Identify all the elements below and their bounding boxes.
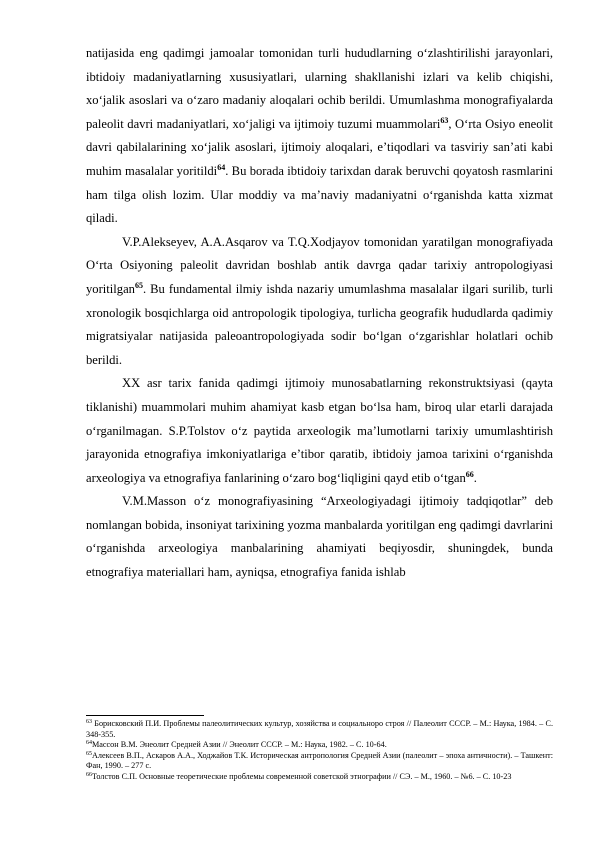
footnote-text: Борисковский П.И. Проблемы палеолитических культур, хозяйства и социальноро строя // Палеолит СССР. – М.: Наука, 1984. – С. 348-355. [86, 719, 553, 739]
paragraph-text: , O‘rta Osiyo eneolit davri qabilalarining xo‘jalik asoslari, ijtimoiy aloqalari, e’tiqodlari va tasviriy san’ati kabi muhim masalalar yoritildi [86, 116, 554, 178]
footnote-65 [86, 751, 553, 772]
paragraph-3 [86, 372, 553, 490]
footnote-number: 63 [86, 719, 92, 725]
footnote-66 [86, 772, 553, 783]
footnote-text: Массон В.М. Энеолит Средней Азии // Энеолит СССР. – М.: Наука, 1982. – С. 10-64. [92, 740, 387, 750]
footnote-number: 65 [86, 750, 92, 757]
footnote-64 [86, 740, 553, 751]
paragraph-1 [86, 42, 553, 231]
paragraph-2 [86, 231, 553, 373]
footnotes [86, 719, 553, 783]
footnote-number: 64 [86, 740, 92, 747]
paragraph-text: . Bu borada ibtidoiy tarixdan darak beruvchi qoyatosh rasmlarini ham tilga olish lozim. Ular moddiy va ma’naviy madaniyatni o‘rganishda katta xizmat qiladi. [86, 163, 553, 226]
footnote-text: Алексеев В.П., Аскаров А.А., Ходжайов Т.К. Историческая антропология Средней Азии (палеолит – эпоха античности). – Ташкент: Фан, 1990. – 277 с. [86, 750, 553, 771]
paragraph-text: XX asr tarix fanida qadimgi ijtimoiy munosabatlarning rekonstruktsiyasi (qayta tiklanishi) muammolari muhim ahamiyat kasb etgan bo‘lsa ham, biroq ular etarli darajada o‘rganilmagan. S.P.Tolstov o‘z paytida arxeologik ma’lumotlarni tarixiy umumlashtirish jarayonida etnografiya imkoniyatlariga e’tibor qaratib, ibtidoiy jamoa tarixini o‘rganishda arxeologiya va etnografiya fanlarining o‘zaro bog‘liqligini qayd etib o‘tgan [86, 376, 553, 485]
footnote-ref-65[interactable]: 65 [134, 280, 143, 290]
footnote-number: 66 [86, 771, 92, 778]
footnote-63 [86, 719, 553, 740]
footnote-ref-64[interactable]: 64 [217, 162, 226, 172]
paragraph-text: . Bu fundamental ilmiy ishda nazariy umumlashma masalalar ilgari surilib, turli xronologik bosqichlarga oid antropologik tipologiya, turlicha geografik hududlarda qadimiy migratsiyalar natijasida paleoantropologiyada sodir bo‘lgan o‘zgarishlar holatlari ochib berildi. [86, 281, 553, 367]
footnote-separator [86, 715, 204, 716]
footnote-ref-63[interactable]: 63 [440, 115, 449, 125]
paragraph-text: V.P.Alekseyev, A.A.Asqarov va T.Q.Xodjayov tomonidan yaratilgan monografiyada O‘rta Osiyoning paleolit davridan boshlab antik davrga qadar tarixiy antropologiyasi yoritilgan [86, 234, 553, 296]
paragraph-text: . [473, 470, 477, 485]
main-text [86, 42, 553, 585]
paragraph-4 [86, 490, 553, 584]
paragraph-text: V.M.Masson o‘z monografiyasining “Arxeologiyadagi ijtimoiy tadqiqotlar” deb nomlangan bobida, insoniyat tarixining yozma manbalarda yoritilgan eng qadimgi davrlarini o‘rganishda arxeologiya manbalarining ahamiyati beqiyosdir, shuningdek, bunda etnografiya materiallari ham, ayniqsa, etnografiya fanida ishlab [86, 494, 553, 580]
paragraph-text: natijasida eng qadimgi jamoalar tomonidan turli hududlarning o‘zlashtirilishi jarayonlari, ibtidoiy madaniyatlarning xususiyatlari, ularning shakllanishi izlari va kelib chiqishi, xo‘jalik asoslari va o‘zaro madaniy aloqalari ochib berildi. Umumlashma monografiyalarda paleolit davri madaniyatlari, xo‘jaligi va ijtimoiy tuzumi muammolari [86, 46, 553, 131]
footnote-text: Толстов С.П. Основные теоретические проблемы современной советской этнографии // СЭ. – М., 1960. – №6. – С. 10-23 [92, 771, 512, 781]
footnote-ref-66[interactable]: 66 [465, 469, 474, 479]
